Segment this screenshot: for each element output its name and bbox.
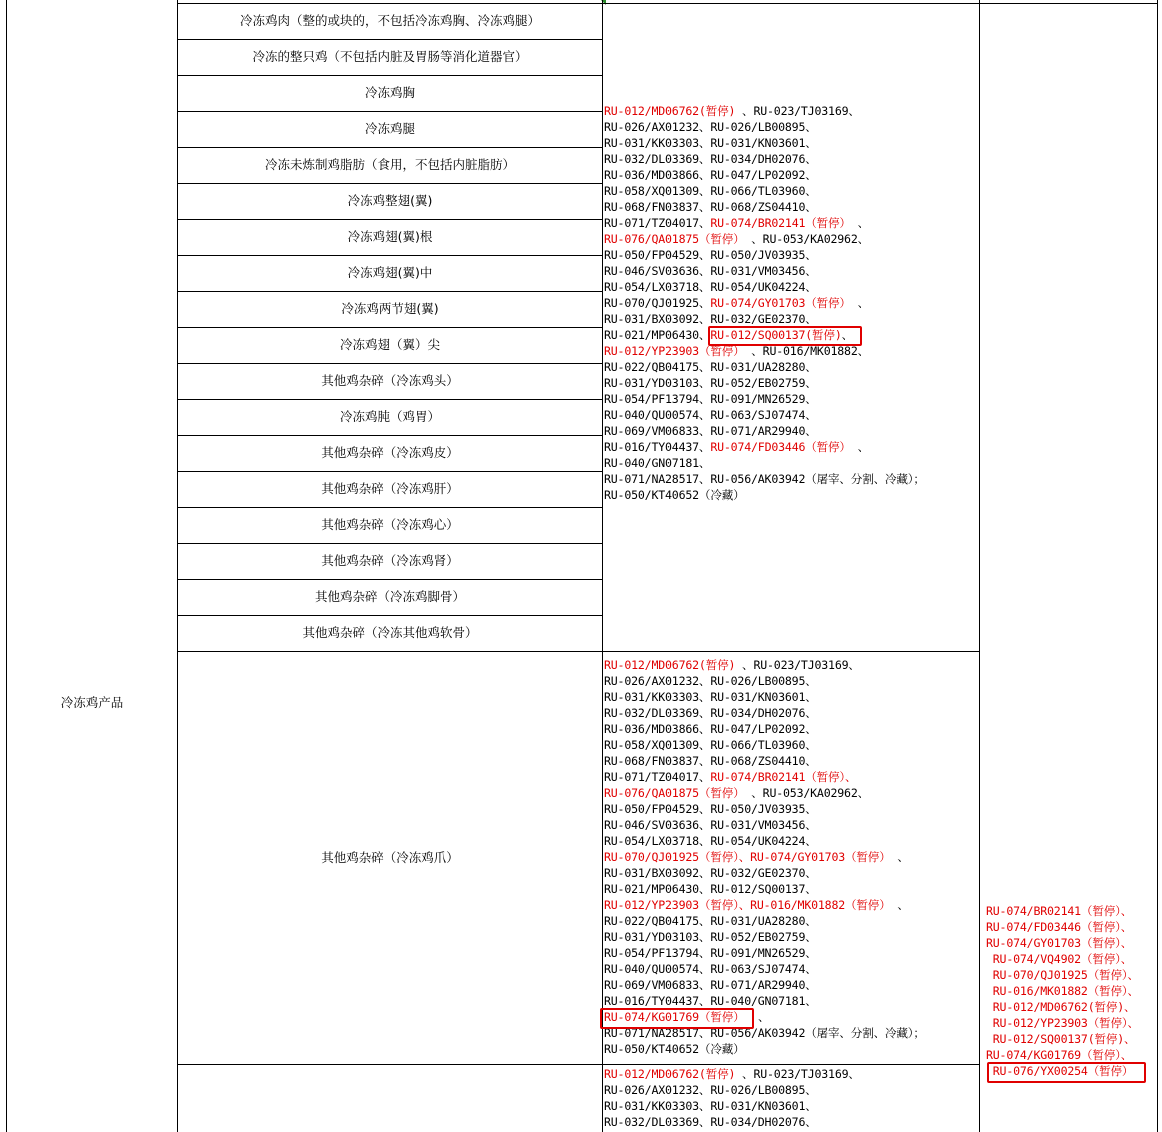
code-line <box>604 785 925 801</box>
code-text: RU-040/QU00574、RU-063/SJ07474、 <box>604 408 817 422</box>
highlight-box <box>600 1008 754 1029</box>
grid-line <box>177 471 603 472</box>
grid-line <box>177 399 603 400</box>
code-text: RU-036/MD03866、RU-047/LP02092、 <box>604 722 817 736</box>
code-line <box>604 439 925 455</box>
suspended-code: RU-070/QJ01925（暂停）、 <box>986 968 1139 982</box>
code-line <box>604 247 925 263</box>
code-line <box>604 993 925 1009</box>
product-cell: 冷冻鸡整翅(翼) <box>347 193 433 208</box>
code-line <box>604 103 925 119</box>
code-text: RU-068/FN03837、RU-068/ZS04410、 <box>604 754 817 768</box>
code-line <box>604 705 925 721</box>
code-text: RU-071/NA28517、RU-056/AK03942（屠宰、分割、冷藏）； <box>604 1026 925 1040</box>
suspended-code: RU-012/YP23903（暂停） <box>604 344 745 358</box>
code-text: 、RU-053/KA02962、 <box>744 786 869 800</box>
suspended-code: RU-076/QA01875（暂停） <box>604 786 745 800</box>
suspended-code: RU-076/QA01875（暂停） <box>604 232 745 246</box>
code-line <box>604 737 925 753</box>
code-text: RU-022/QB04175、RU-031/UA28280、 <box>604 914 817 928</box>
code-text: RU-050/FP04529、RU-050/JV03935、 <box>604 802 817 816</box>
code-text: 、 <box>890 898 909 912</box>
code-line <box>604 135 925 151</box>
code-line <box>604 881 925 897</box>
code-text: RU-058/XQ01309、RU-066/TL03960、 <box>604 184 817 198</box>
code-text: RU-068/FN03837、RU-068/ZS04410、 <box>604 200 817 214</box>
code-line <box>604 231 925 247</box>
product-cell: 冷冻鸡两节翅(翼) <box>341 301 439 316</box>
grid-line <box>177 39 603 40</box>
suspended-list <box>986 903 1139 1079</box>
code-line <box>604 865 925 881</box>
code-text: RU-050/KT40652（冷藏） <box>604 1042 745 1056</box>
grid-line <box>177 183 603 184</box>
product-cell: 冷冻鸡肉（整的或块的，不包括冷冻鸡胸、冷冻鸡腿） <box>239 13 540 28</box>
product-cell: 其他鸡杂碎（冷冻鸡头） <box>321 373 459 388</box>
suspended-code: RU-012/SQ00137(暂停) <box>710 328 842 342</box>
code-line <box>604 455 925 471</box>
codes-block-3 <box>604 1066 860 1130</box>
code-line <box>604 471 925 487</box>
code-line <box>604 913 925 929</box>
grid-line <box>602 0 603 1132</box>
code-text: 、 <box>850 440 870 454</box>
code-text: RU-031/KK03303、RU-031/KN03601、 <box>604 136 817 150</box>
code-line <box>604 817 925 833</box>
product-cell: 冷冻的整只鸡（不包括内脏及胃肠等消化道器官） <box>252 49 528 64</box>
code-text: RU-050/KT40652（冷藏） <box>604 488 745 502</box>
grid-line <box>177 255 603 256</box>
code-line <box>604 359 925 375</box>
code-text: RU-026/AX01232、RU-026/LB00895、 <box>604 674 817 688</box>
suspended-code: RU-016/MK01882（暂停）、 <box>986 984 1139 998</box>
grid-line <box>177 219 603 220</box>
code-text: RU-071/TZ04017、 <box>604 770 711 784</box>
code-line <box>604 423 925 439</box>
product-cell: 冷冻未炼制鸡脂肪（食用，不包括内脏脂肪） <box>264 157 515 172</box>
code-text: RU-032/DL03369、RU-034/DH02076、 <box>604 152 817 166</box>
code-line <box>604 945 925 961</box>
code-text: RU-054/LX03718、RU-054/UK04224、 <box>604 280 817 294</box>
code-text: 、 <box>744 1010 770 1024</box>
product-cell: 其他鸡杂碎（冷冻鸡心） <box>321 517 459 532</box>
code-text: 、RU-023/TJ03169、 <box>735 104 860 118</box>
code-text: RU-070/QJ01925、 <box>604 296 711 310</box>
suspended-code: RU-012/YP23903（暂停）、 <box>986 1016 1139 1030</box>
product-cell: 其他鸡杂碎（冷冻鸡爪） <box>321 849 459 865</box>
product-cell: 冷冻鸡胸 <box>364 85 415 100</box>
grid-line <box>177 111 603 112</box>
suspended-code: RU-074/GY01703（暂停）、 <box>986 936 1133 950</box>
suspended-code: RU-074/BR02141（暂停）、 <box>986 904 1133 918</box>
code-text: RU-031/BX03092、RU-032/GE02370、 <box>604 312 817 326</box>
suspended-code: RU-074/BR02141（暂停）、 <box>710 770 857 784</box>
product-cell: 冷冻鸡翅（翼）尖 <box>339 337 440 352</box>
grid-line <box>979 3 1158 4</box>
grid-line <box>177 291 603 292</box>
code-line <box>604 311 925 327</box>
code-text: RU-032/DL03369、RU-034/DH02076、 <box>604 1115 817 1129</box>
code-text: RU-069/VM06833、RU-071/AR29940、 <box>604 978 817 992</box>
code-line <box>604 1114 860 1130</box>
code-text: RU-071/TZ04017、 <box>604 216 711 230</box>
code-line <box>604 407 925 423</box>
grid-line <box>177 435 603 436</box>
code-line <box>604 689 925 705</box>
code-text: RU-031/KK03303、RU-031/KN03601、 <box>604 690 817 704</box>
code-line <box>604 167 925 183</box>
code-text: RU-026/AX01232、RU-026/LB00895、 <box>604 1083 817 1097</box>
code-text: RU-016/TY04437、RU-040/GN07181、 <box>604 994 817 1008</box>
code-text: RU-031/YD03103、RU-052/EB02759、 <box>604 930 817 944</box>
grid-line <box>6 0 7 1132</box>
code-line <box>604 897 925 913</box>
code-line <box>604 183 925 199</box>
code-text: RU-046/SV03636、RU-031/VM03456、 <box>604 818 817 832</box>
code-text: RU-016/TY04437、 <box>604 440 711 454</box>
code-line <box>604 1098 860 1114</box>
code-text: RU-050/FP04529、RU-050/JV03935、 <box>604 248 817 262</box>
code-text: 、 <box>890 850 909 864</box>
code-line <box>604 119 925 135</box>
code-text: RU-036/MD03866、RU-047/LP02092、 <box>604 168 817 182</box>
suspended-code: RU-070/QJ01925（暂停）、RU-074/GY01703（暂停） <box>604 850 891 864</box>
code-text: RU-031/YD03103、RU-052/EB02759、 <box>604 376 817 390</box>
grid-line <box>177 3 980 4</box>
codes-block-1 <box>604 103 925 503</box>
suspended-code: RU-074/GY01703（暂停） <box>710 296 851 310</box>
suspended-code: RU-074/VQ4902（暂停）、 <box>986 952 1133 966</box>
grid-line <box>177 363 603 364</box>
code-text: RU-032/DL03369、RU-034/DH02076、 <box>604 706 817 720</box>
grid-line <box>177 543 603 544</box>
suspended-code: RU-074/FD03446（暂停） <box>710 440 851 454</box>
suspended-code: RU-012/MD06762(暂停) <box>604 104 736 118</box>
product-cell: 冷冻鸡腿 <box>364 121 415 136</box>
grid-line <box>177 615 603 616</box>
suspended-code: RU-012/SQ00137(暂停)、 <box>986 1032 1136 1046</box>
code-line <box>604 929 925 945</box>
product-cell: 其他鸡杂碎（冷冻鸡脚骨） <box>314 589 465 604</box>
code-line <box>604 151 925 167</box>
code-text: 、 <box>850 216 870 230</box>
highlight-box <box>708 326 862 346</box>
grid-line <box>177 507 603 508</box>
code-text: RU-054/PF13794、RU-091/MN26529、 <box>604 392 817 406</box>
code-line <box>604 295 925 311</box>
code-line <box>604 375 925 391</box>
code-line <box>604 1041 925 1057</box>
product-cell: 其他鸡杂碎（冷冻鸡皮） <box>321 445 459 460</box>
code-line <box>604 199 925 215</box>
product-cell: 其他鸡杂碎（冷冻鸡肝） <box>321 481 459 496</box>
code-line <box>604 657 925 673</box>
code-line <box>604 1082 860 1098</box>
code-text: RU-031/BX03092、RU-032/GE02370、 <box>604 866 817 880</box>
suspended-code: RU-012/MD06762(暂停) <box>604 658 736 672</box>
code-line <box>604 721 925 737</box>
suspended-code: RU-012/MD06762(暂停) <box>604 1067 736 1081</box>
code-line <box>604 1066 860 1082</box>
highlight-box <box>987 1062 1146 1083</box>
code-line <box>604 961 925 977</box>
code-text: RU-021/MP06430、 <box>604 328 711 342</box>
product-cell: 其他鸡杂碎（冷冻鸡肾） <box>321 553 459 568</box>
grid-line <box>1157 0 1158 1132</box>
product-cell: 冷冻鸡肫（鸡胃） <box>339 409 440 424</box>
suspended-code: RU-074/BR02141（暂停） <box>710 216 851 230</box>
code-line <box>604 801 925 817</box>
suspended-code: RU-076/YX00254（暂停） <box>986 1064 1134 1078</box>
code-line <box>604 279 925 295</box>
code-text: 、RU-016/MK01882、 <box>744 344 869 358</box>
code-line <box>604 769 925 785</box>
code-text: 、RU-053/KA02962、 <box>744 232 869 246</box>
code-text: 、RU-023/TJ03169、 <box>735 658 860 672</box>
code-line <box>604 673 925 689</box>
code-text: 、 <box>850 296 870 310</box>
code-line <box>604 849 925 865</box>
code-text: RU-040/QU00574、RU-063/SJ07474、 <box>604 962 817 976</box>
code-text: RU-054/LX03718、RU-054/UK04224、 <box>604 834 817 848</box>
code-text: 、RU-023/TJ03169、 <box>735 1067 860 1081</box>
grid-line <box>979 0 980 1132</box>
code-text: RU-054/PF13794、RU-091/MN26529、 <box>604 946 817 960</box>
suspended-code: RU-074/KG01769（暂停） <box>604 1010 745 1024</box>
grid-line <box>177 651 980 652</box>
code-line <box>604 833 925 849</box>
suspended-code: RU-074/FD03446（暂停）、 <box>986 920 1133 934</box>
grid-line <box>177 327 603 328</box>
suspended-code: RU-074/KG01769（暂停）、 <box>986 1048 1133 1062</box>
code-text: RU-058/XQ01309、RU-066/TL03960、 <box>604 738 817 752</box>
code-text: RU-022/QB04175、RU-031/UA28280、 <box>604 360 817 374</box>
product-cell: 冷冻鸡翅(翼)根 <box>347 229 433 244</box>
grid-line <box>177 579 603 580</box>
code-text: RU-069/VM06833、RU-071/AR29940、 <box>604 424 817 438</box>
code-line <box>604 263 925 279</box>
product-cell: 其他鸡杂碎（冷冻其他鸡软骨） <box>302 625 478 640</box>
code-line <box>604 977 925 993</box>
code-text: RU-071/NA28517、RU-056/AK03942（屠宰、分割、冷藏）； <box>604 472 925 486</box>
codes-block-2 <box>604 657 925 1057</box>
code-text: RU-040/GN07181、 <box>604 456 711 470</box>
suspended-code: RU-012/MD06762(暂停)、 <box>986 1000 1136 1014</box>
product-cell: 冷冻鸡翅(翼)中 <box>347 265 433 280</box>
code-text: 、 <box>841 328 854 342</box>
suspended-code: RU-012/YP23903（暂停）、RU-016/MK01882（暂停） <box>604 898 891 912</box>
grid-line <box>177 147 603 148</box>
code-line <box>604 487 925 503</box>
code-line <box>604 215 925 231</box>
grid-line <box>177 75 603 76</box>
code-text: RU-046/SV03636、RU-031/VM03456、 <box>604 264 817 278</box>
code-text: RU-031/KK03303、RU-031/KN03601、 <box>604 1099 817 1113</box>
code-line <box>604 753 925 769</box>
code-text: RU-021/MP06430、RU-012/SQ00137、 <box>604 882 817 896</box>
code-text: RU-026/AX01232、RU-026/LB00895、 <box>604 120 817 134</box>
category-cell: 冷冻鸡产品 <box>60 695 124 710</box>
code-line <box>604 391 925 407</box>
grid-line <box>177 1064 980 1065</box>
